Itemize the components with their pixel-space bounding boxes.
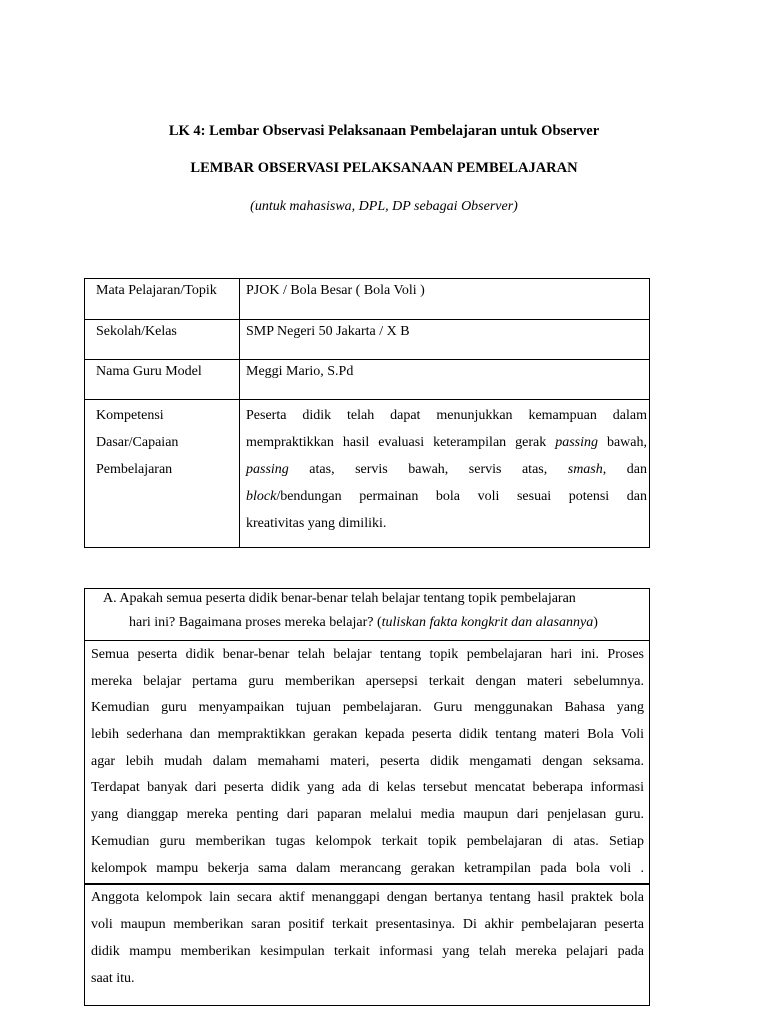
kd-label-line: Dasar/Capaian xyxy=(96,435,179,450)
lk-title: LK 4: Lembar Observasi Pelaksanaan Pembelajaran untuk Observer xyxy=(168,123,600,139)
answer-line: voli maupun memberikan saran positif terkait presentasinya. Di akhir pembelajaran peserta xyxy=(91,917,644,932)
value-cell xyxy=(240,360,650,400)
kd-text-run: bawah, xyxy=(597,435,647,450)
answer-line: yang dianggap mereka penting dari paparan melalui media maupun dari penjelasan guru. xyxy=(91,807,644,823)
question-line xyxy=(129,615,598,631)
label-cell xyxy=(85,400,240,548)
kd-italic-term: block xyxy=(246,489,277,504)
question-text: hari ini? Bagaimana proses mereka belajar? ( xyxy=(129,615,382,630)
row-label: Mata Pelajaran/Topik xyxy=(96,283,217,298)
question-line: A. Apakah semua peserta didik benar-benar telah belajar tentang topik pembelajaran xyxy=(103,591,576,606)
main-title: LEMBAR OBSERVASI PELAKSANAAN PEMBELAJARAN xyxy=(190,160,578,176)
row-value: SMP Negeri 50 Jakarta / X B xyxy=(246,324,410,339)
value-cell xyxy=(240,279,650,320)
kd-text-run: /bendungan permainan bola voli sesuai potensi dan xyxy=(276,489,647,504)
answer-line: saat itu. xyxy=(91,971,135,986)
subtitle: (untuk mahasiswa, DPL, DP sebagai Observer) xyxy=(250,199,518,214)
answer-line: Semua peserta didik benar-benar telah belajar tentang topik pembelajaran hari ini. Proses xyxy=(91,647,644,662)
value-cell xyxy=(240,400,650,548)
section-a-answer xyxy=(91,642,644,882)
table-row-kd xyxy=(85,400,650,548)
kd-text-run: , dan xyxy=(602,462,647,477)
row-label: Nama Guru Model xyxy=(96,364,202,379)
kd-line xyxy=(246,402,647,429)
kd-italic-term: smash xyxy=(567,462,603,477)
answer-line: lebih sederhana dan mempraktikkan gerakan kepada peserta didik tentang materi Bola Voli xyxy=(91,727,644,743)
answer-line: didik mampu memberikan kesimpulan terkait informasi yang telah mereka pelajari pada xyxy=(91,944,644,959)
answer-line: kelompok mampu bekerja sama dalam merancang gerakan ketrampilan pada bola voli . xyxy=(91,860,644,876)
kd-text-run: atas, servis bawah, servis atas, xyxy=(288,462,568,477)
kd-text-run: Peserta didik telah dapat menunjukkan kemampuan dalam xyxy=(246,408,647,423)
kd-line xyxy=(246,456,647,483)
info-table xyxy=(84,278,650,548)
row-value: PJOK / Bola Besar ( Bola Voli ) xyxy=(246,283,425,298)
answer-line: Anggota kelompok lain secara aktif menanggapi dengan bertanya tentang hasil praktek bola xyxy=(91,890,644,905)
section-a-box xyxy=(84,588,650,1006)
label-cell xyxy=(85,360,240,400)
kd-line xyxy=(246,510,647,537)
section-a-question xyxy=(85,589,649,641)
kd-italic-term: passing xyxy=(555,435,598,450)
kd-line xyxy=(246,483,647,510)
label-cell xyxy=(85,279,240,320)
table-row xyxy=(85,279,650,320)
kd-label xyxy=(85,400,239,483)
question-text: ) xyxy=(593,615,598,630)
kd-text xyxy=(240,400,649,537)
answer-line: Kemudian guru memberikan tugas kelompok terkait topik pembelajaran di atas. Setiap xyxy=(91,833,644,849)
value-cell xyxy=(240,320,650,360)
kd-text-run: kreativitas yang dimiliki. xyxy=(246,516,387,531)
kd-line xyxy=(246,429,647,456)
table-row xyxy=(85,320,650,360)
question-italic: tuliskan fakta kongkrit dan alasannya xyxy=(381,615,594,630)
label-cell xyxy=(85,320,240,360)
kd-text-run: mempraktikkan hasil evaluasi keterampilan gerak xyxy=(246,435,556,450)
row-label: Sekolah/Kelas xyxy=(96,324,177,339)
table-row xyxy=(85,360,650,400)
answer-line: Kemudian guru menyampaikan tujuan pembelajaran. Guru menggunakan Bahasa yang xyxy=(91,700,644,716)
kd-italic-term: passing xyxy=(246,462,289,477)
answer-line: mereka belajar pertama guru memberikan apersepsi terkait dengan materi sebelumnya. xyxy=(91,673,644,689)
answer-line: Terdapat banyak dari peserta didik yang ada di kelas tersebut mencatat beberapa informasi xyxy=(91,780,644,796)
row-value: Meggi Mario, S.Pd xyxy=(246,364,354,379)
kd-label-line: Pembelajaran xyxy=(96,462,173,477)
kd-label-line: Kompetensi xyxy=(96,408,164,423)
section-a-answer-continued xyxy=(91,884,644,992)
answer-line: agar lebih mudah dalam memahami materi, peserta didik mengamati dengan seksama. xyxy=(91,753,644,769)
